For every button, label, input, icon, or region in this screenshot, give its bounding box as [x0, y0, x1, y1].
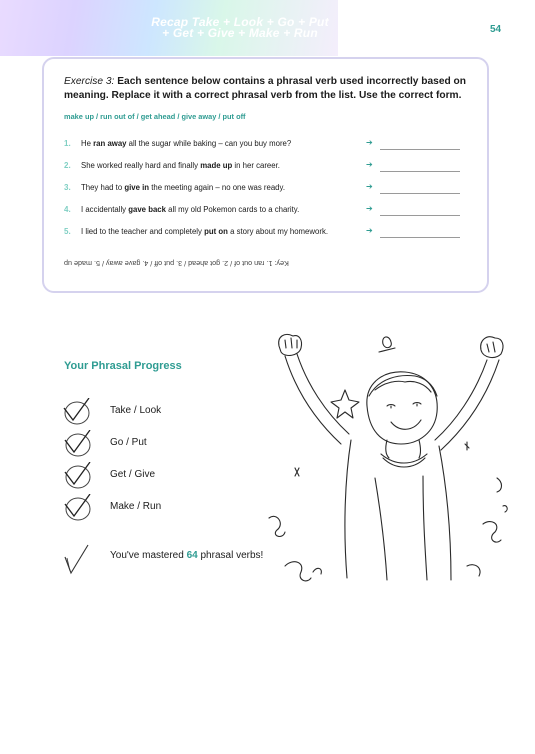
answer-blank[interactable]	[380, 237, 460, 238]
page-number: 54	[490, 24, 502, 35]
sentence-row	[64, 227, 484, 239]
cheering-person-illustration	[255, 318, 525, 598]
progress-title: Your Phrasal Progress	[64, 360, 182, 372]
exercise-card	[42, 57, 489, 293]
progress-item-label: Make / Run	[110, 501, 162, 512]
header-title-line-1: Recap Take + Look + Go + Put	[151, 15, 329, 29]
sentence-text: I accidentally gave back all my old Pokemon cards to a charity.	[81, 205, 300, 214]
circled-check-icon	[62, 462, 92, 492]
sentence-number: 3.	[64, 183, 71, 192]
incorrect-verb: made up	[200, 161, 233, 170]
progress-item-label: Go / Put	[110, 437, 147, 448]
exercise-instruction-text: Each sentence below contains a phrasal verb used incorrectly based on meaning. Replace it with a correct phrasal verb from the list. Use the correct form.	[64, 76, 466, 101]
answer-blank[interactable]	[380, 171, 460, 172]
sentence-text: He ran away all the sugar while baking – can you buy more?	[81, 139, 292, 148]
exercise-label: Exercise 3:	[64, 76, 115, 87]
sentence-row	[64, 161, 484, 173]
arrow-icon: ➔	[366, 204, 373, 213]
progress-item-label: Take / Look	[110, 405, 162, 416]
arrow-icon: ➔	[366, 226, 373, 235]
progress-summary-text: You've mastered 64 phrasal verbs!	[110, 550, 264, 561]
circled-check-icon	[62, 494, 92, 524]
sentence-row	[64, 205, 484, 217]
circled-check-icon	[62, 398, 92, 428]
sentence-row	[64, 139, 484, 151]
header-title-line-2: + Get + Give + Make + Run	[162, 26, 318, 40]
mastered-count: 64	[186, 550, 198, 561]
incorrect-verb: gave back	[128, 205, 166, 214]
answer-blank[interactable]	[380, 149, 460, 150]
sentence-number: 4.	[64, 205, 71, 214]
progress-item-label: Get / Give	[110, 469, 156, 480]
sentence-text: They had to give in the meeting again – no one was ready.	[81, 183, 286, 192]
sentence-number: 2.	[64, 161, 71, 170]
word-list: make up / run out of / get ahead / give away / put off	[64, 112, 246, 121]
answer-blank[interactable]	[380, 215, 460, 216]
sentence-text: She worked really hard and finally made up in her career.	[81, 161, 280, 170]
header-title	[140, 17, 340, 39]
exercise-instructions	[64, 75, 474, 102]
arrow-icon: ➔	[366, 138, 373, 147]
incorrect-verb: put on	[204, 227, 228, 236]
incorrect-verb: give in	[124, 183, 150, 192]
circled-check-icon	[62, 430, 92, 460]
arrow-icon: ➔	[366, 182, 373, 191]
sentence-number: 5.	[64, 227, 71, 236]
answer-blank[interactable]	[380, 193, 460, 194]
arrow-icon: ➔	[366, 160, 373, 169]
incorrect-verb: ran away	[93, 139, 127, 148]
sentence-number: 1.	[64, 139, 71, 148]
sentence-text: I lied to the teacher and completely put on a story about my homework.	[81, 227, 329, 236]
sentence-row	[64, 183, 484, 195]
check-icon	[62, 543, 92, 577]
answer-key-upside-down: Key: 1. ran out of / 2. got ahead / 3. put off / 4. gave away / 5. made up	[64, 259, 289, 268]
